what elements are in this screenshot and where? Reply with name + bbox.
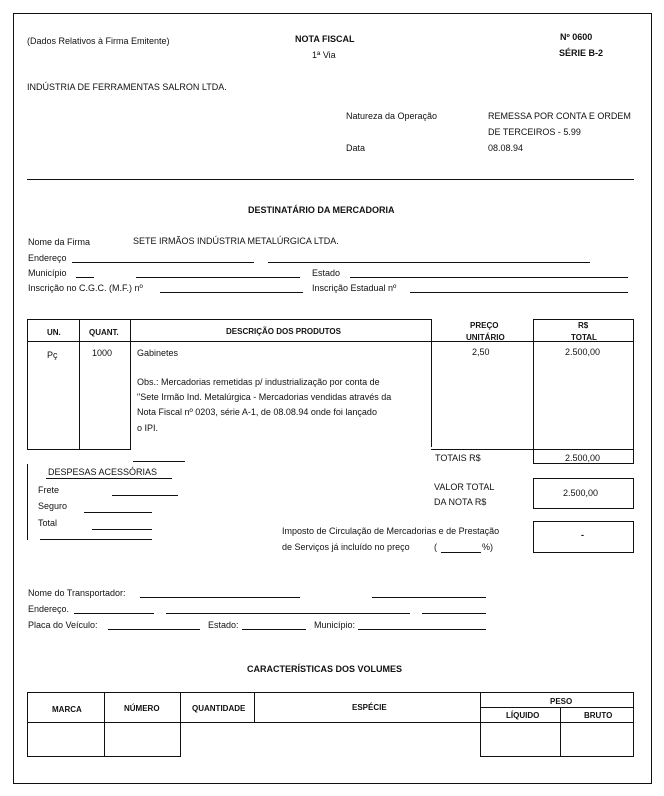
transport-city-line [358, 629, 486, 630]
tax-text-2: de Serviços já incluído no preço [282, 542, 410, 552]
transport-city-label: Município: [314, 620, 356, 630]
totals-top-line [431, 449, 634, 450]
operation-label: Natureza da Operação [346, 111, 438, 121]
obs-line-3: Nota Fiscal nº 0203, série A-1, de 08.08.94 onde foi lançado [137, 407, 377, 417]
carrier-line-1 [140, 597, 300, 598]
operation-value-2: DE TERCEIROS - 5.99 [488, 127, 581, 137]
row-qty: 1000 [92, 348, 113, 358]
col-total-2: TOTAL [571, 333, 597, 342]
volumes-title: CARACTERÍSTICAS DOS VOLUMES [247, 664, 403, 674]
expenses-title: DESPESAS ACESSÓRIAS [48, 467, 158, 477]
totals-bottom-line [533, 463, 634, 464]
col-qty: QUANT. [89, 328, 119, 337]
state-line [350, 277, 628, 278]
col-total-1: R$ [578, 321, 589, 330]
via: 1ª Via [312, 50, 336, 60]
expenses-title-line [46, 478, 172, 479]
vol-col-gross: BRUTO [584, 711, 613, 720]
volumes-header-bottom [27, 722, 634, 723]
firm-label: Nome da Firma [28, 237, 91, 247]
volumes-vline-right [633, 692, 634, 757]
doc-title: NOTA FISCAL [295, 34, 355, 44]
expenses-vline [27, 464, 28, 540]
col-unit-price-2: UNITÁRIO [466, 333, 505, 342]
address-label: Endereço [28, 253, 67, 263]
recipient-title: DESTINATÁRIO DA MERCADORIA [248, 205, 395, 215]
products-vline-qty [130, 319, 131, 449]
expenses-bottom-line [40, 539, 152, 540]
invoice-number: Nº 0600 [560, 32, 593, 42]
carrier-line-2 [372, 597, 486, 598]
vol-col-weight: PESO [550, 697, 573, 706]
volumes-vline-number [180, 692, 181, 757]
products-header-bottom [27, 341, 634, 342]
products-vline-right [633, 319, 634, 464]
obs-line-1: Obs.: Mercadorias remetidas p/ industrialização por conta de [137, 377, 380, 387]
insurance-line [84, 512, 152, 513]
expenses-total-line [92, 529, 152, 530]
freight-label: Frete [38, 485, 60, 495]
volumes-vline-left [27, 692, 28, 757]
state-label: Estado [312, 268, 341, 278]
volumes-vline-net [560, 707, 561, 757]
company-name: INDÚSTRIA DE FERRAMENTAS SALRON LTDA. [27, 82, 227, 92]
header-divider [27, 179, 634, 180]
invoice-total-label-2: DA NOTA R$ [434, 497, 487, 507]
vol-col-qty: QUANTIDADE [192, 704, 246, 713]
obs-line-4: o IPI. [137, 423, 159, 433]
cgc-line [160, 292, 303, 293]
state-reg-line [410, 292, 628, 293]
address-line-2 [268, 262, 590, 263]
tax-pct-close: %) [482, 542, 493, 552]
volumes-top-line [27, 692, 634, 693]
insurance-label: Seguro [38, 501, 68, 511]
row-unit-price: 2,50 [472, 347, 490, 357]
products-vline-un [79, 319, 80, 449]
obs-line-2: "Sete Irmão Ind. Metalúrgica - Mercadorias vendidas através da [137, 392, 392, 402]
col-desc: DESCRIÇÃO DOS PRODUTOS [226, 327, 341, 336]
tax-pct-line [441, 552, 481, 553]
vol-col-net: LÍQUIDO [506, 711, 540, 720]
invoice-total-value: 2.500,00 [563, 488, 599, 498]
emitter-note: (Dados Relativos à Firma Emitente) [27, 36, 170, 46]
col-un: UN. [47, 328, 61, 337]
volumes-vline-brand [104, 692, 105, 757]
col-unit-price-1: PREÇO [470, 321, 499, 330]
totals-value: 2.500,00 [565, 453, 601, 463]
volumes-weight-divider [480, 707, 634, 708]
plate-label: Placa do Veículo: [28, 620, 98, 630]
city-label: Município [28, 268, 67, 278]
row-desc: Gabinetes [137, 348, 179, 358]
plate-line [108, 629, 200, 630]
transport-address-label: Endereço. [28, 604, 70, 614]
transport-address-line-3 [422, 613, 486, 614]
vol-col-number: NÚMERO [124, 704, 160, 713]
products-top-right [533, 319, 634, 320]
transport-address-line-1 [74, 613, 154, 614]
date-label: Data [346, 143, 366, 153]
expenses-total-label: Total [38, 518, 58, 528]
operation-value-1: REMESSA POR CONTA E ORDEM [488, 111, 631, 121]
expenses-top-line [133, 461, 185, 462]
transport-state-line [242, 629, 306, 630]
city-line-1 [76, 277, 94, 278]
freight-line [112, 495, 178, 496]
cgc-label: Inscrição no C.G.C. (M.F.) nº [28, 283, 143, 293]
transport-address-line-2 [166, 613, 410, 614]
volumes-vline-qty [254, 692, 255, 723]
vol-col-brand: MARCA [52, 705, 82, 714]
date-value: 08.08.94 [488, 143, 524, 153]
invoice-total-label-1: VALOR TOTAL [434, 482, 495, 492]
vol-col-species: ESPÉCIE [352, 703, 387, 712]
products-top-left [27, 319, 431, 320]
row-un: Pç [47, 350, 58, 360]
tax-pct-open: ( [434, 542, 437, 552]
products-vline-left [27, 319, 28, 449]
tax-box-value: - [581, 530, 584, 540]
transport-state-label: Estado: [208, 620, 239, 630]
products-bottom-left [27, 449, 131, 450]
invoice-series: SÉRIE B-2 [559, 48, 604, 58]
firm-value: SETE IRMÃOS INDÚSTRIA METALÚRGICA LTDA. [133, 236, 339, 246]
row-total: 2.500,00 [565, 347, 601, 357]
tax-text-1: Imposto de Circulação de Mercadorias e de Prestação [282, 526, 500, 536]
state-reg-label: Inscrição Estadual nº [312, 283, 397, 293]
products-vline-unit-price [533, 319, 534, 464]
carrier-label: Nome do Transportador: [28, 588, 126, 598]
volumes-bottom-right [480, 756, 634, 757]
products-vline-desc [431, 319, 432, 447]
totals-label: TOTAIS R$ [435, 453, 481, 463]
address-line-1 [72, 262, 254, 263]
city-line-2 [136, 277, 300, 278]
volumes-vline-species [480, 692, 481, 757]
